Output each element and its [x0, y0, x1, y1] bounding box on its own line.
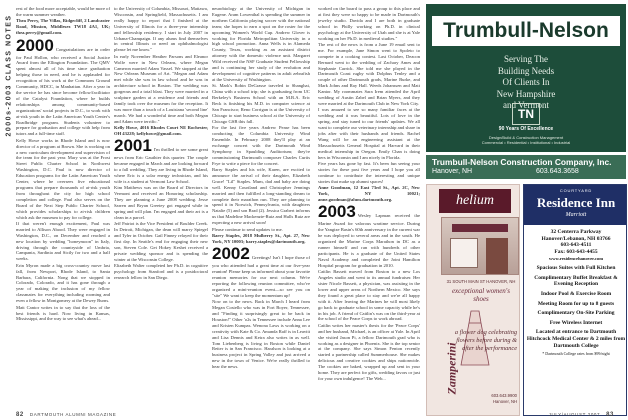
- note-text: If that weren't enough excitement, Paul was married to Allison Abood. They were engaged in Washington, D.C., on December and reached a new location by wedding "honeymoon" in Italy, driving through the countryside of Umbria, Campania, Sardinia and Sicily for two and a half weeks.: [16, 220, 110, 262]
- tagline-line: New Hampshire: [496, 88, 556, 99]
- note-text: to the University of Columbia, Missouri, Mattawa, Wisconsin, and Springfield, Massachusetts. I am really happy to report that I finished at the University of Illinois for a three-year internship and fellowship residency. I start in July 2007 in Urbana-Champaign. If any alums find themselves in central Illinois or need an ophthalmologist please let me know.": [114, 6, 208, 53]
- note-text: In early November Heather Parsons and Eleanor Wolfe were in New Orleans, where Megan Cameron married Adam Vassel. We stopped at the New Orleans Museum of Art. "Megan and Adam met while she was in law school and he was in architecture school in Boston. The wedding was gorgeous and a total blast. They were married in a sculpture garden at a residence and friends and family took over the museum for the reception. It was more than a touch of a Louisiana 'second line' march. We had a wonderful time and both Megan and Adam were terrific.": [114, 53, 208, 124]
- note-text: The rest of the news is from a June 19 email sent to me. For example, Jane Simon went to Spoleto to compete in a cooking contest. Last October, Deacon Bernard went to the wedding of Zachary Ames and Stephanie Carrick. She told me she played in the Dartmouth Coast rugby with Dolphus Tenley and a couple of other Dartmouth grads, Marine Burke, and Mark Johns and Ray Hall. Weeds Johanssen and Matt Kantor. My roommates Sara Irem attended the April wedding of Austin Zabel and Brian Myers, and they were married at the Dartmouth Club in New York City.: [318, 41, 420, 106]
- trumbull-nelson-ad[interactable]: [426, 4, 626, 152]
- residence-inn-ad[interactable]: [523, 184, 627, 416]
- note-text: Congratulations are in order for Paul Hollon, who received a Social Justice Award from the Ellington Foundation. The QMV spent almost all of his time since graduation helping those in need, and he is applauded for recognition of his work at the Commons Ground Community, HDCC, in Manhattan. After a year in the service he has since become fellow/facilitator of the Catalyst Foundation, where he builds relationships among community-based organizations' social projects in D.C., to work with at-risk youth in the Latin American Youth Center's Roadbridge program. Students volunteer to prepare for graduation and college with help from tutors and a full-time staff.: [16, 46, 110, 137]
- note-text: Kim Matthews was on the Board of Directors in Vermont and received an Honoring scholarship. They are planning a June 2008 wedding. Jesse Sarren and Bryan Greetey got engaged while in spring and will plan. I'm engaged and their art is a clean in a parcel.: [114, 185, 208, 220]
- note-text: Caitlin Bassett moved from Boston to a new Los Angeles studio and went to its annual fundraiser. Her sister Nicole Bassett, a physician, was assisting in the lower and upper areas of Northern Mexico. She says they found a great place to stay and we're all happy with it. After leaving the Marines he will most likely go back to graduate school in some capacity while he's in his job. A friend of Caitlin's was on the third-year at the school of the Peace Corps to work abroad.: [318, 269, 420, 322]
- hotel-feature: Located at entrance to Dartmouth Hitchcock Medical Center & 2 miles from Dartmouth College: [526, 329, 626, 349]
- helium-contact: [443, 393, 517, 404]
- page-footer: [16, 412, 116, 418]
- hotel-fax: Fax: 603-643-4455: [554, 249, 598, 256]
- note-text: Erin Myron made a big cross-country move last fall, from Newport, Rhode Island, to Santa Barbara, California. Nong that we stopped in Colorado, Colorado, and it has gone through a year of making the inclusion of my fellow classmates for everything including rooming and even a fellow in Montgomery at the Dewey Burns.: [16, 262, 110, 304]
- residence-inn-logo: Residence Inn: [536, 195, 616, 210]
- hotel-feature: Spacious Suites with Full Kitchen: [536, 265, 616, 272]
- note-text: For the last five years Andrew Pease has been conducting the Columbia University Wind Ensemble. In February 2008 they'll play at an exchange concert with the Dartmouth Wind Symphony in Spaulding Auditorium; they're commissioning Dartmouth composer Charles Curtis Frye to write a piece for the concert.: [212, 125, 310, 166]
- helium-ad[interactable]: [426, 184, 520, 416]
- ad-column: [426, 0, 628, 420]
- helium-logo: helium: [439, 189, 511, 213]
- hotel-feature: Meeting Room for up to 8 guests: [537, 300, 615, 307]
- tagline-line: Serving The: [503, 54, 549, 64]
- tn-monogram-icon: TN: [512, 103, 540, 125]
- helium-town: Hanover, NH: [493, 398, 517, 404]
- years-of-excellence: 90 Years Of Excellence: [498, 126, 554, 132]
- store-window: [450, 238, 478, 268]
- company-phone: 603.643.3658: [536, 168, 579, 175]
- note-text: Kelly Howe works in Rhode Island and is now director of a program at Brown. She is working on a new curriculum development and supervision of the team for the past year. Mary was at the Frost Street Public Charter School in Northwest Washington, D.C. Paul is now director of Education programs for the Latin American Youth Center, where he oversees five educational programs that prepare thousands of at-risk youth from throughout the city for high school completion and college. Paul also serves on the Board of the Next Step Public Charter School, which provides scholarships to at-risk children which ask the museum to pay for college.: [16, 137, 110, 220]
- hotel-rate-note: * Dartmouth College rates from $99/night: [542, 351, 610, 357]
- note-text: Five years has gone by fast. It's been fun seeing your stories for these past five years and I hope you all continue to contribute the interesting and unique stories that make up alumni spaces!: [318, 161, 420, 184]
- note-text: rest of the food more acceptable, would be more of the warm summer weather.: [16, 6, 110, 17]
- note-text: Now on to the news. Back in March I heard from Megan Costello who was in Fort Boyer, Tennessee, and "Finding it surprisingly great to be back in Houston!" Other 'o2s in Tennessee include Anna Lee and Kristen Kumpas. Wenona Laws is working on a creativity with Kate & Co. Amanda Raff is in Leavitt and Lisa Dennis and Keira also writes in as well. Tom Liebenberg is living in Boston while Daniel Reiter is in San Francisco. Haralson is looking at a business project in Spring Valley and just arrived a new in the town of Venice. We're really thrilled to hear the news.: [212, 299, 310, 370]
- helium-headline: exceptional women's shoes: [451, 287, 511, 303]
- class-secretary-signoff: Anne Goodman, 12 East 73rd St., Apt. 2C, New York, NY 10021; anne.goodman@alum.dartmouth.org.: [318, 185, 420, 202]
- note-text: Barry Staples and his wife, Karen, are excited to announce the arrival of their daughter, Elizabeth Grace! "Lil" Staples. Mum, dad and baby are doing well. Kenny Courtland and Christopher Jennings married and then fulfilled a long-standing dream to complete their marathon run. They are planning to spend it in Norwich, Pennsylvania, with daughters Natalie (5) and son Brad (2). Jessica Grabert informs us that Madeline Mackenzie-Ruiz and Hulls Ruiz are expecting a new arrival soon!: [212, 166, 310, 226]
- hotel-feature: Complimentary Buffet Breakfast & Evening Reception: [534, 274, 618, 288]
- column-2: [114, 6, 208, 410]
- publication-name: DARTMOUTH ALUMNI MAGAZINE: [29, 412, 117, 417]
- storefront-image: [441, 217, 519, 275]
- page-number: 83: [606, 412, 614, 418]
- section-tab-label: 2000s-2003 CLASS NOTES: [5, 14, 13, 137]
- residence-inn-header: [524, 185, 627, 225]
- note-text: St. Mark's Robin DeGrasse traveled to Shanghai, China with a school trip; she is graduating from UC Berkeley's Business School with an M.B.A. Eric Beck is finishing his M.D. in computer science at San Francisco; Reno Corrigan is at the University of Chicago to start business school at the University of Chicago GSB this fall.: [212, 83, 310, 124]
- tagline-line: Building Needs: [497, 65, 555, 76]
- helium-tagline: a flower dog celebrating flowers before during & after the performance: [454, 329, 517, 352]
- company-name: Trumbull-Nelson Construction Company, Inc.: [432, 157, 612, 167]
- class-year-heading: 2003: [318, 202, 356, 222]
- class-secretary-signoff: Kelly Howe, 4016 Rhodes Court NE Rochester, OH 43228; kellyhowe@gmail.com.: [114, 125, 208, 137]
- section-tab: [2, 8, 12, 148]
- note-text: Elizabeth Walter completed her Ph.D. in cognitive psychology from Stanford and is a postdoctoral research fellow in San Diego.: [114, 263, 208, 281]
- hotel-feature: Complimentary On-Site Parking: [537, 310, 615, 317]
- page-footer: [549, 412, 620, 418]
- note-text: Caitlin writes her master's thesis for the 'Peace Corps' and her husband, Michael, is an officer at Yale. In April she visited Jason Pi, a fellow Dartmouth grad who is working as a designer in Phoenix. She is the top senior at the company. She says Simon Fenton recently started a partnership called Summerhouse. She makes delicious and creative cookies and ships nationwide. The cookies are baked, wrapped up and sent in your home. They are perfect for gifts, wedding favors or just for your own indulgence! The Web...: [318, 322, 420, 381]
- store-door: [486, 238, 508, 274]
- note-text: Please continue to send updates to me.: [212, 226, 283, 232]
- class-secretary-signoff: Barry Staples, 2018 Mulberry St., Apt. 27, New York, NY 10003; barry.staples@dartmouth.org.: [212, 232, 310, 244]
- services-line: Design/Build & Construction Management: [488, 135, 564, 140]
- class-year-heading: 2000: [16, 35, 54, 55]
- courtyard-label: COURTYARD: [559, 188, 593, 193]
- trumbull-nelson-contact-bar[interactable]: [426, 155, 626, 179]
- class-year-heading: 2002: [212, 244, 250, 264]
- note-text: worked on the board to pass a group to this place and at first they were so happy to be made in Dartmouth's jewelry studio. Davida and I are both in graduate school in Philly working on Ph.D. in clinical psychology at the University of Utah and she is at Yale working on her Ph.D. in medieval studies.": [318, 6, 420, 41]
- trumbull-services: [426, 135, 626, 145]
- helium-address: 31 SOUTH MAIN ST HANOVER, NH: [446, 279, 516, 284]
- note-text: I was amazed to see so many familiar faces at the wedding and it was beautiful. Lots of love in the spring, and stay tuned to our friends' updates. We all want to complete our veterinary internship and share in jobs after with their husbands and friends. Rachel Wang will be an engineering assistant at the Massachusetts General Hospital at Harvard in their medical internship in Oregon. Emily Chan is doing hers in Wisconsin and I am nicely in Florida.: [318, 107, 420, 160]
- column-3: [212, 6, 310, 410]
- store-sign: [452, 224, 508, 232]
- page-number: 82: [16, 412, 24, 418]
- right-page: [314, 0, 628, 420]
- services-line: Commercial • Residential • Institutional • Industrial: [481, 140, 571, 145]
- residence-inn-body: [524, 229, 627, 356]
- hotel-feature: Free Wireless Internet: [549, 319, 603, 326]
- hotel-address-line: Hanover/Lebanon, NH 03766: [541, 235, 611, 242]
- company-location: Hanover, NH: [432, 168, 473, 175]
- trumbull-nelson-logo: Trumbull-Nelson: [432, 16, 620, 46]
- tagline-line: Of Clients In: [502, 77, 550, 87]
- issue-date: JULY/AUGUST 2007: [548, 412, 601, 417]
- hotel-website-link[interactable]: www.residencehanover.com: [548, 255, 604, 261]
- column-1: [16, 6, 110, 410]
- note-text: neurobiology at the University of Michigan in Eugene. Aram Lowenthal is spending the summer in northern California playing soccer with the national team; she hopes to earn a spot on the roster for the upcoming Women's World Cup. Andrew Glover is working for Florida Metropolitan University in a high school promotion. Anna Wells is in Alameda County, Texas, working as an assistant district attorney with the domestic violence unit. Margaret Wild received the NSF Graduate Student Fellowship and is continuing her study of the evolution and development of cognitive patterns in adult zebrafish at the University of Washington.: [212, 6, 310, 82]
- vertical-script: Zamperini: [444, 342, 459, 395]
- note-text: I'm thrilled to see some great news from Eric Gauthier this quarter. The couple became engaged in March and are looking forward to a fall wedding. They are living in Rhode Island, where Eric is a solar energy technician, and his wife is a student at Vermont Law School.: [114, 147, 208, 185]
- note-text: Matt Cantor writes in to say that the loss of the best friends is hard. Now living in Kansas, Mississippi, and the way to see what's ahead...: [16, 304, 110, 322]
- note-text: Greetings! Isn't I hope those of you who attended had a great time at our five-year reunion! Please keep us informed about your favorite reunion memories for our next column. We're reporting the following reunion committee, who've organized a mini-reunion event—so see you on "site" We want to keep the momentum up!: [212, 255, 310, 298]
- helium-phone: 603.643.9900: [491, 393, 517, 398]
- hotel-phone: 603-643-4511: [560, 242, 592, 249]
- note-text: Wesley Lapman received the Marine Award for valorous wartime service. During the Yangtze Basin's 60th anniversary in the current war he was deployed to several areas and in the south. He organized the Marine Corps Marathon in DC as a runner himself and ran with hundreds of other participants. He is a graduate of the United States Naval Academy and completed the Joint Hamilton Hospital program for graduation in 2010.: [318, 213, 420, 268]
- marriott-label: Marriott: [565, 212, 587, 218]
- class-secretary-signoff: Thea Perry, The Villas, Ridgecliff, 2 Landcaster Road, Mission, Middlesex TW18 4A1, UK; thea.perry@gmail.com.: [16, 18, 110, 36]
- class-year-heading: 2001: [114, 136, 152, 156]
- hotel-feature: Indoor Pool & Exercise Room: [540, 291, 612, 297]
- tagline-line: and Vermont: [502, 100, 550, 110]
- note-text: Jeff Patriot is the Vice President of Boulder Creek. In Detroit, Michigan, the dean will marry Spiegel and Tyler in October. Gail Finney relayed for their first day. In Seattle's end for engaging their new son, Steven Cole. Get Hokey Keshet received a private wedding sponsor and is spending the winter at the Wisconsin College.: [114, 221, 208, 262]
- hotel-address-line: 32 Centerra Parkway: [550, 229, 602, 235]
- column-4: [318, 6, 420, 410]
